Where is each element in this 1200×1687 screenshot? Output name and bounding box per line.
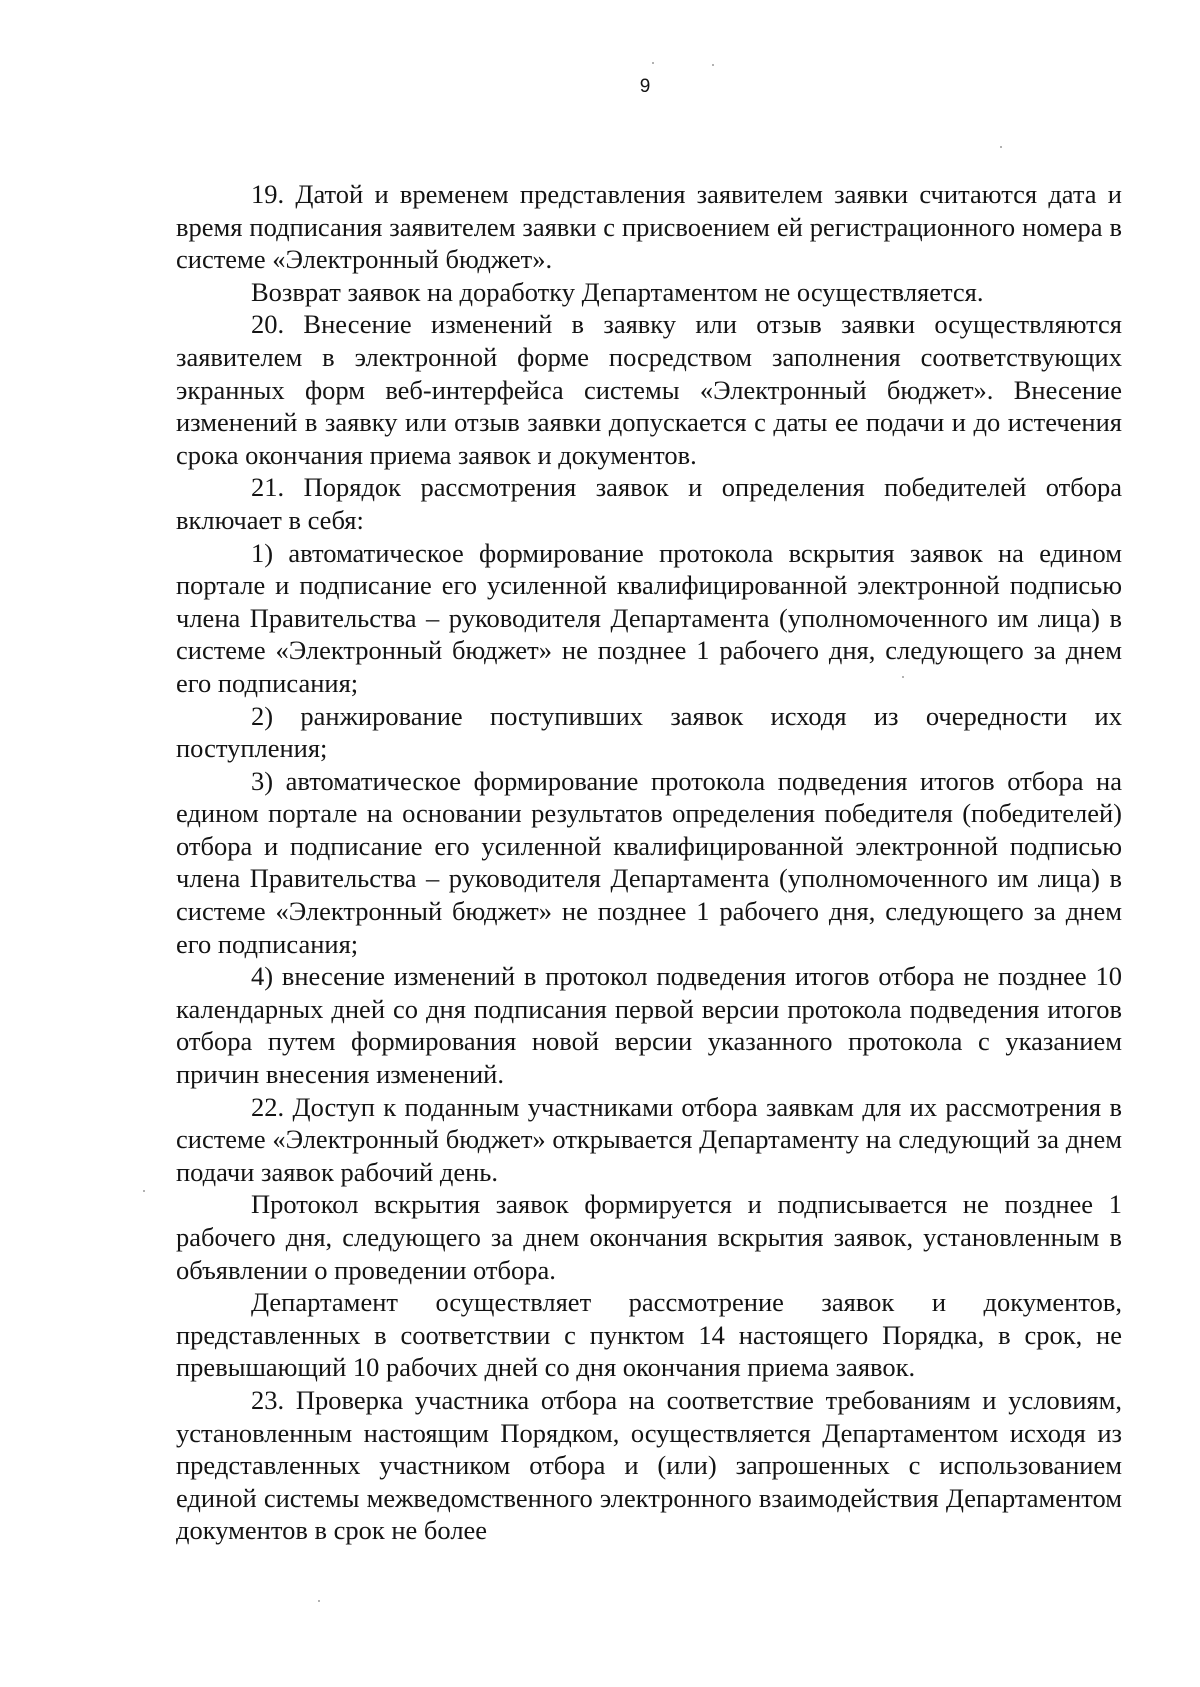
paragraph-department-review: Департамент осуществляет рассмотрение заявок и документов, представленных в соответствии с пунктом 14 настоящего Порядка, в срок, не превышающий 10 рабочих дней со дня окончания приема заявок. [176, 1287, 1122, 1383]
paragraph-23: 23. Проверка участника отбора на соответствие требованиям и условиям, установленным настоящим Порядком, осуществляется Департаментом исходя из представленных участником отбора и (или) запрошенных с использованием единой системы межведомственного электронного взаимодействия Департаментом документов в срок не более [176, 1384, 1122, 1546]
list-item-3: 3) автоматическое формирование протокола подведения итогов отбора на едином портале на основании результатов определения победителя (победителей) отбора и подписание его усиленной квалифицированной электронной подписью члена Правительства – руководителя Департамента (уполномоченного им лица) в системе «Электронный бюджет» не позднее 1 рабочего дня, следующего за днем его подписания; [176, 765, 1122, 959]
paragraph-21: 21. Порядок рассмотрения заявок и определения победителей отбора включает в себя: [176, 472, 1122, 535]
paragraph-20: 20. Внесение изменений в заявку или отзыв заявки осуществляются заявителем в электронной форме посредством заполнения соответствующих экранных форм веб-интерфейса системы «Электронный бюджет». Внесение изменений в заявку или отзыв заявки допускается с даты ее подачи и до истечения срока окончания приема заявок и документов. [176, 309, 1122, 470]
list-item-4: 4) внесение изменений в протокол подведения итогов отбора не позднее 10 календарных дней со дня подписания первой версии протокола подведения итогов отбора путем формирования новой версии указанного протокола с указанием причин внесения изменений. [176, 961, 1122, 1090]
paragraph-22: 22. Доступ к поданным участниками отбора заявкам для их рассмотрения в системе «Электронный бюджет» открывается Департаменту на следующий за днем подачи заявок рабочий день. [176, 1091, 1122, 1187]
scan-speck [1000, 146, 1002, 148]
paragraph-protocol: Протокол вскрытия заявок формируется и подписывается не позднее 1 рабочего дня, следующего за днем окончания вскрытия заявок, установленным в объявлении о проведении отбора. [176, 1189, 1122, 1285]
scan-speck [318, 1600, 320, 1602]
scan-speck [902, 676, 904, 678]
page-number: 9 [639, 76, 651, 97]
list-item-1: 1) автоматическое формирование протокола вскрытия заявок на едином портале и подписание его усиленной квалифицированной электронной подписью члена Правительства – руководителя Департамента (уполномоченного им лица) в системе «Электронный бюджет» не позднее 1 рабочего дня, следующего за днем его подписания; [176, 537, 1122, 698]
paragraph-19: 19. Датой и временем представления заявителем заявки считаются дата и время подписания заявителем заявки с присвоением ей регистрационного номера в системе «Электронный бюджет». [176, 179, 1122, 275]
scan-speck [143, 1190, 145, 1192]
scan-speck [712, 64, 714, 66]
paragraph-return-note: Возврат заявок на доработку Департаментом не осуществляется. [251, 276, 984, 307]
list-item-2: 2) ранжирование поступивших заявок исходя из очередности их поступления; [176, 700, 1122, 764]
scan-speck [652, 62, 654, 64]
document-body [176, 178, 1122, 1547]
